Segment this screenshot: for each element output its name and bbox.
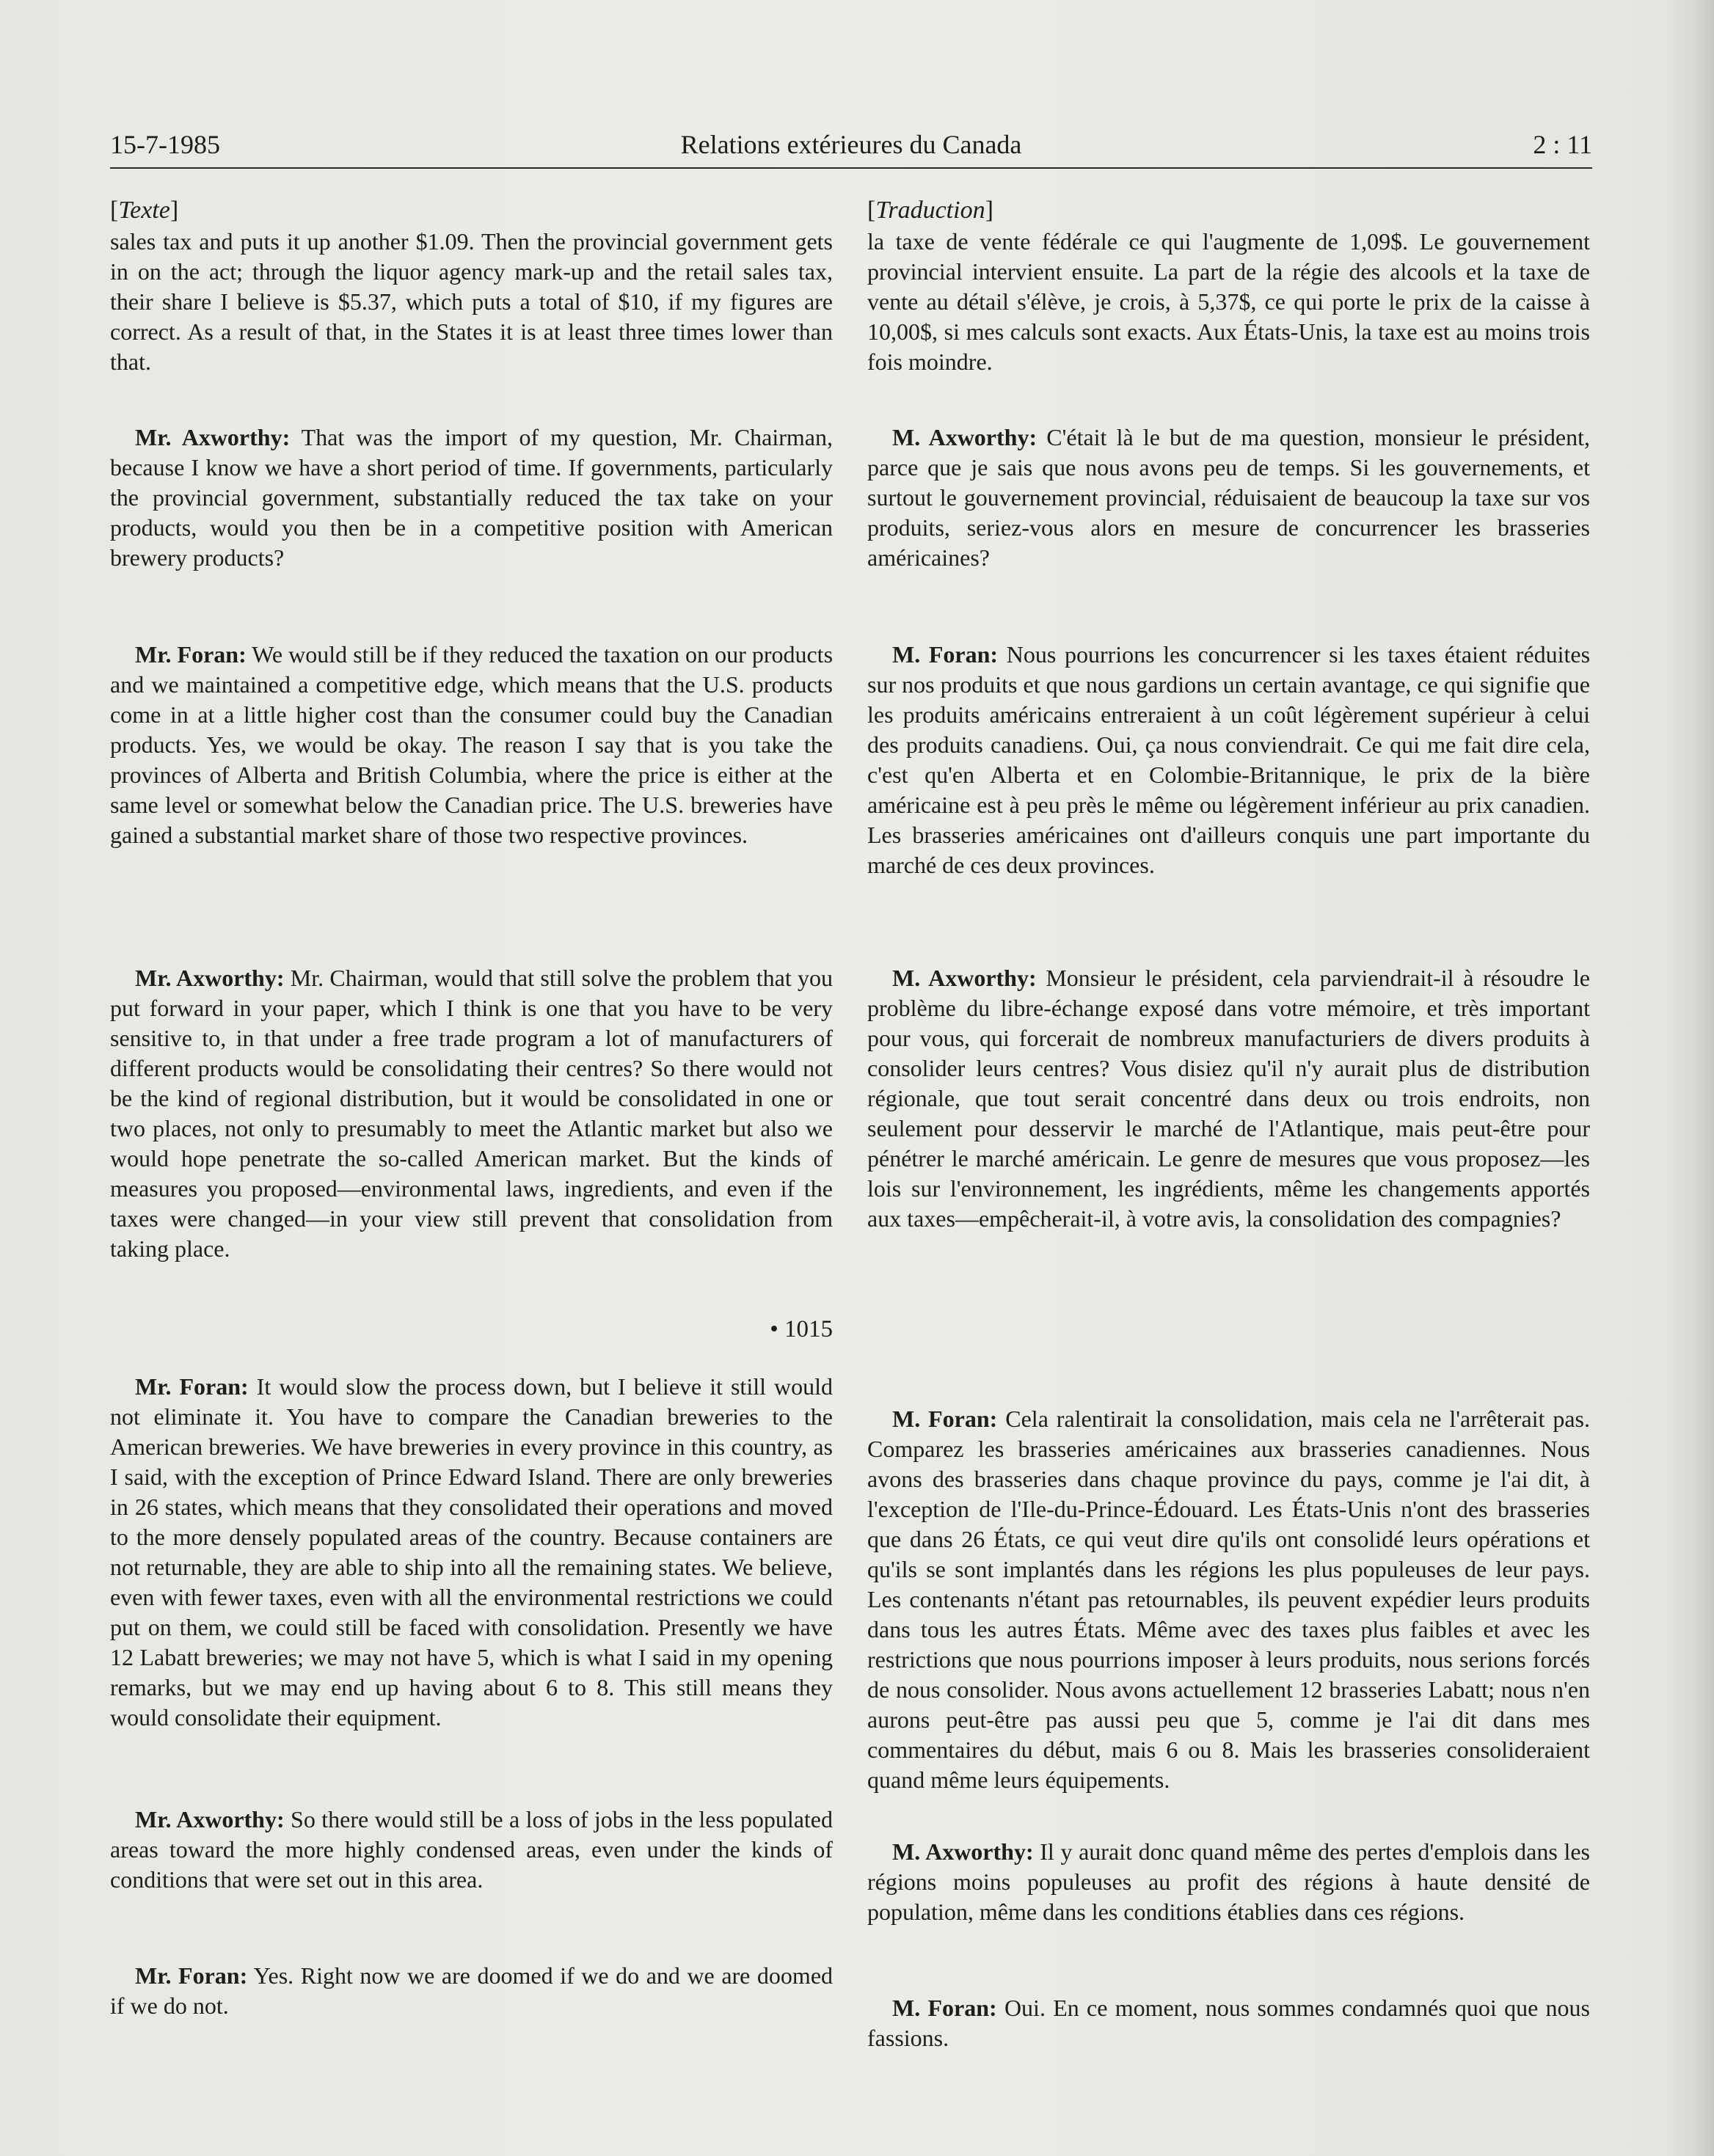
speaker-name: Mr. Axworthy: bbox=[135, 965, 285, 991]
speaker-name: M. Axworthy: bbox=[892, 1838, 1034, 1865]
header-title: Relations extérieures du Canada bbox=[680, 130, 1022, 159]
paragraph: M. Foran: Oui. En ce moment, nous sommes condamnés quoi que nous fassions. bbox=[867, 1995, 1590, 2051]
time-marker: • 1015 bbox=[770, 1316, 833, 1342]
speaker-name: M. Foran: bbox=[892, 1406, 998, 1432]
column-label-traduction: [Traduction] bbox=[867, 197, 993, 224]
header-date: 15-7-1985 bbox=[110, 130, 220, 159]
speaker-name: Mr. Axworthy: bbox=[135, 424, 291, 450]
paragraph: Mr. Foran: It would slow the process down, but I believe it still would not eliminate it. You have to compare the Canadian breweries to the American breweries. We have breweries in every province in this country, as I said, with the exception of Prince Edward Island. There are only breweries in 26 states, which means that they consolidated their operations and moved to the more densely populated areas of the country. Because containers are not returnable, they are able to ship into all the remaining states. We believe, even with fewer taxes, even with all the environmental restrictions we could put on them, we could still be faced with consolidation. Presently we have 12 Labatt breweries; we may not have 5, which is what I said in my opening remarks, but we may end up having about 6 to 8. This still means they would consolidate their equipment. bbox=[110, 1373, 834, 1731]
speaker-name: M. Axworthy: bbox=[892, 965, 1037, 991]
paragraph: sales tax and puts it up another $1.09. Then the provincial government gets in on the act; through the liquor agency mark-up and the retail sales tax, their share I believe is $5.37, which puts a total of $10, if my figures are correct. As a result of that, in the States it is at least three times lower than that. bbox=[110, 228, 833, 375]
running-head bbox=[110, 123, 1592, 169]
speaker-name: Mr. Foran: bbox=[135, 641, 247, 668]
paragraph: Mr. Foran: Yes. Right now we are doomed if we do and we are doomed if we do not. bbox=[110, 1962, 834, 2019]
speaker-name: Mr. Foran: bbox=[135, 1373, 249, 1400]
column-label-texte: [Texte] bbox=[110, 197, 179, 224]
speaker-name: M. Foran: bbox=[892, 1995, 997, 2021]
french-column bbox=[867, 194, 1591, 2051]
paragraph: la taxe de vente fédérale ce qui l'augmente de 1,09$. Le gouvernement provincial intervient ensuite. La part de la régie des alcools et la taxe de vente au détail s'élève, je crois, à 5,37$, ce qui porte le prix de la caisse à 10,00$, si mes calculs sont exacts. Aux États-Unis, la taxe est au moins trois fois moindre. bbox=[867, 228, 1590, 375]
paragraph: Mr. Axworthy: That was the import of my question, Mr. Chairman, because I know we have a short period of time. If governments, particularly the provincial government, substantially reduced the tax take on your products, would you then be in a competitive position with American brewery products? bbox=[110, 424, 833, 571]
paragraph: Mr. Axworthy: Mr. Chairman, would that still solve the problem that you put forward in your paper, which I think is one that you have to be very sensitive to, in that under a free trade program a lot of manufacturers of different products would be consolidating their centres? So there would not be the kind of regional distribution, but it would be consolidated in one or two places, not only to presumably to meet the Atlantic market but also we would hope penetrate the so-called American market. But the kinds of measures you proposed—environmental laws, ingredients, and even if the taxes were changed—in your view still prevent that consolidation from taking place. bbox=[110, 965, 834, 1262]
paragraph: M. Foran: Nous pourrions les concurrencer si les taxes étaient réduites sur nos produits et que nous gardions un certain avantage, ce qui signifie que les produits américains entreraient à un coût légèrement supérieur à celui des produits canadiens. Oui, ça nous conviendrait. Ce qui me fait dire cela, c'est qu'en Alberta et en Colombie-Britannique, le prix de la bière américaine est à peu près le même ou légèrement inférieur au prix canadien. Les brasseries américaines ont d'ailleurs conquis une part importante du marché de ces deux provinces. bbox=[867, 641, 1591, 878]
paragraph: M. Foran: Cela ralentirait la consolidation, mais cela ne l'arrêterait pas. Comparez les brasseries américaines aux brasseries canadiennes. Nous avons des brasseries dans chaque province du pays, comme je l'ai dit, à l'exception de l'Ile-du-Prince-Édouard. Les États-Unis n'ont des brasseries que dans 26 États, ce qui veut dire qu'ils ont consolidé leurs opérations et qu'ils se sont implantés dans les régions les plus populeuses de leur pays. Les contenants n'étant pas retournables, ils peuvent expédier leurs produits dans tous les autres États. Même avec des taxes plus faibles et avec les restrictions que nous pourrions imposer à leurs produits, nous serions forcés de nous consolider. Nous avons actuellement 12 brasseries Labatt; nous n'en aurons peut-être pas aussi peu que 5, comme je l'ai dit dans mes commentaires du début, mais 6 ou 8. Mais les brasseries consolideraient quand même leurs équipements. bbox=[867, 1406, 1591, 1793]
speaker-name: M. Axworthy: bbox=[892, 424, 1037, 450]
paragraph: M. Axworthy: Il y aurait donc quand même des pertes d'emplois dans les régions moins populeuses au profit des régions à haute densité de population, même dans les conditions établies dans ces régions. bbox=[867, 1838, 1590, 1925]
paragraph: M. Axworthy: C'était là le but de ma question, monsieur le président, parce que je sais que nous avons peu de temps. Si les gouvernements, et surtout le gouvernement provincial, réduisaient de beaucoup la taxe sur vos produits, seriez-vous alors en mesure de concurrencer les brasseries américaines? bbox=[867, 424, 1590, 571]
page-edge-shadow bbox=[1663, 0, 1714, 2156]
paragraph: M. Axworthy: Monsieur le président, cela parviendrait-il à résoudre le problème du libre-échange exposé dans votre mémoire, et très important pour vous, qui forcerait de nombreux manufacturiers de divers produits à consolider leurs centres? Vous disiez qu'il n'y aurait plus de distribution régionale, que tout serait concentré dans deux ou trois endroits, non seulement pour desservir le marché de l'Atlantique, mais peut-être pour pénétrer le marché américain. Le genre de mesures que vous proposez—les lois sur l'environnement, les ingrédients, même les changements apportés aux taxes—empêcherait-il, à votre avis, la consolidation des compagnies? bbox=[867, 965, 1591, 1232]
speaker-name: Mr. Foran: bbox=[135, 1962, 248, 1989]
paragraph: Mr. Axworthy: So there would still be a loss of jobs in the less populated areas toward the more highly condensed areas, even under the kinds of conditions that were set out in this area. bbox=[110, 1806, 834, 1893]
paragraph: Mr. Foran: We would still be if they reduced the taxation on our products and we maintained a competitive edge, which means that the U.S. products come in at a little higher cost than the consumer could buy the Canadian products. Yes, we would be okay. The reason I say that is you take the provinces of Alberta and British Columbia, where the price is either at the same level or somewhat below the Canadian price. The U.S. breweries have gained a substantial market share of those two respective provinces. bbox=[110, 641, 834, 848]
speaker-name: M. Foran: bbox=[892, 641, 999, 668]
speaker-name: Mr. Axworthy: bbox=[135, 1806, 285, 1832]
english-column bbox=[110, 194, 834, 2019]
header-page-number: 2 : 11 bbox=[1533, 130, 1592, 159]
